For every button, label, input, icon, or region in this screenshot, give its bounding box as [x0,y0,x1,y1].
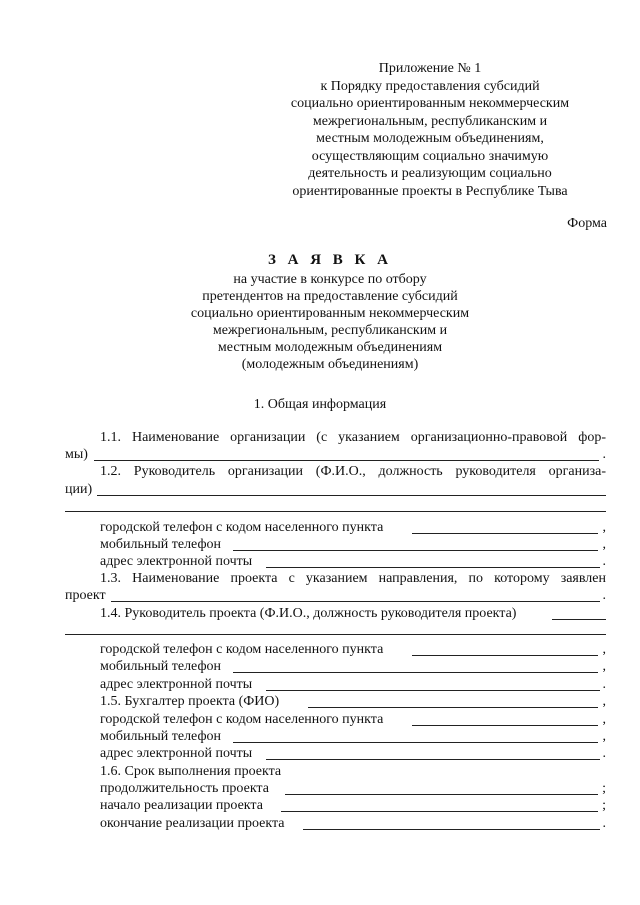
duration-field[interactable] [100,780,606,798]
title-line: социально ориентированным некоммерческим [190,306,470,321]
org-head-label-cont: ции) [65,482,93,497]
appendix-line: ориентированные проекты в Республике Тыва [292,183,568,199]
comma-mark: , [602,659,606,674]
city-phone-line [412,533,598,534]
mobile-phone-label: мобильный телефон [100,659,222,674]
org-name-label-cont: мы) [65,447,88,462]
email-line [266,759,600,760]
duration-line [285,794,598,795]
email-label: адрес электронной почты [100,677,253,692]
mobile-phone-label: мобильный телефон [100,537,222,552]
email-label: адрес электронной почты [100,554,253,569]
end-line [303,829,600,830]
section-title: 1. Общая информация [253,397,387,412]
accountant-line [308,707,598,708]
project-name-line [111,601,600,602]
mobile-phone-line [233,672,598,673]
project-city-phone-field[interactable] [100,641,606,659]
comma-mark: , [602,642,606,657]
period-mark: . [602,816,606,831]
accountant-field[interactable] [100,693,606,711]
email-label: адрес электронной почты [100,746,253,761]
start-label: начало реализации проекта [100,798,263,813]
project-head-label: 1.4. Руководитель проекта (Ф.И.О., должность руководителя проекта) [100,606,517,621]
comma-mark: , [602,537,606,552]
end-field[interactable] [100,815,606,833]
application-heading: З А Я В К А [267,252,393,268]
email-line [266,690,600,691]
comma-mark: , [602,729,606,744]
org-name-field[interactable] [65,446,606,464]
period-mark: . [602,588,606,603]
title-line: местным молодежным объединениям [217,340,443,355]
appendix-line: социально ориентированным некоммерческим [290,96,570,111]
title-line: на участие в конкурсе по отбору [233,272,427,287]
end-label: окончание реализации проекта [100,816,285,831]
period-mark: . [602,677,606,692]
org-mobile-field[interactable] [100,536,606,554]
mobile-phone-line [233,742,598,743]
accountant-label: 1.5. Бухгалтер проекта (ФИО) [100,694,280,709]
org-name-label: 1.1. Наименование организации (с указанием организационно-правовой фор- [100,430,606,445]
appendix-header [250,60,610,200]
appendix-line: Приложение № 1 [378,61,482,76]
city-phone-line [412,725,598,726]
org-head-line [97,495,606,496]
semicolon-mark: ; [602,798,606,813]
project-name-label-cont: проект [65,588,106,603]
semicolon-mark: ; [602,781,606,796]
email-line [266,567,600,568]
appendix-line: деятельность и реализующим социально [308,166,552,181]
org-head-label: 1.2. Руководитель организации (Ф.И.О., должность руководителя организа- [100,464,606,479]
period-mark: . [602,746,606,761]
title-line: межрегиональным, республиканским и [212,323,448,338]
project-term-label: 1.6. Срок выполнения проекта [100,764,282,779]
project-head-line-extra[interactable] [65,634,606,635]
mobile-phone-line [233,550,598,551]
project-name-label: 1.3. Наименование проекта с указанием направления, по которому заявлен [100,571,606,586]
org-city-phone-field[interactable] [100,519,606,537]
mobile-phone-label: мобильный телефон [100,729,222,744]
comma-mark: , [602,520,606,535]
city-phone-label: городской телефон с кодом населенного пункта [100,712,384,727]
period-mark: . [602,554,606,569]
city-phone-line [412,655,598,656]
org-head-line-extra[interactable] [65,511,606,512]
org-head-field[interactable] [65,481,606,499]
title-line: (молодежным объединениям) [241,357,419,372]
project-email-field[interactable] [100,676,606,694]
form-label: Форма [567,216,607,231]
project-name-field[interactable] [65,587,606,605]
comma-mark: , [602,694,606,709]
project-head-line [552,619,606,620]
project-head-field[interactable] [100,605,606,623]
appendix-line: местным молодежным объединениям, [316,131,544,146]
appendix-line: к Порядку предоставления субсидий [320,78,540,94]
start-field[interactable] [100,797,606,815]
org-name-line [94,460,599,461]
appendix-line: осуществляющим социально значимую [311,148,549,164]
application-title [170,252,490,373]
org-email-field[interactable] [100,553,606,571]
period-mark: . [602,447,606,462]
accountant-email-field[interactable] [100,745,606,763]
city-phone-label: городской телефон с кодом населенного пункта [100,520,384,535]
title-line: претендентов на предоставление субсидий [202,289,458,304]
appendix-line: межрегиональным, республиканским и [312,113,548,129]
city-phone-label: городской телефон с кодом населенного пункта [100,642,384,657]
accountant-mobile-field[interactable] [100,728,606,746]
start-line [281,811,598,812]
comma-mark: , [602,712,606,727]
project-mobile-field[interactable] [100,658,606,676]
duration-label: продолжительность проекта [100,781,269,796]
accountant-city-phone-field[interactable] [100,711,606,729]
